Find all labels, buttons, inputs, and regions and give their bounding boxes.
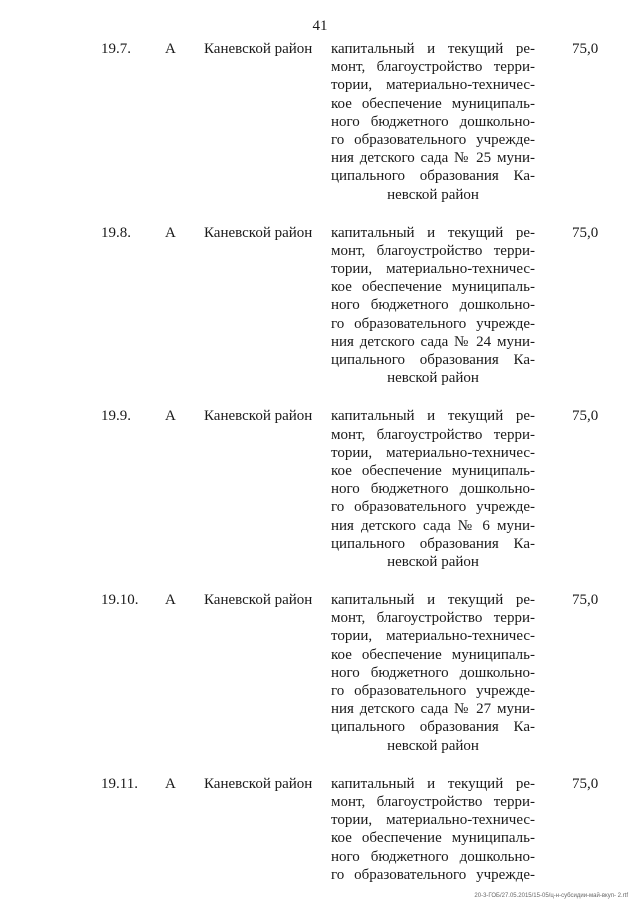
description-line: невской район [387, 553, 479, 570]
description-line: невской район [387, 186, 479, 203]
description-line: тории, материально-техничес- [331, 77, 535, 94]
table-row [0, 591, 640, 755]
row-district: Каневской район [204, 41, 313, 57]
description-line: ного бюджетного дошкольно- [331, 848, 535, 865]
row-amount: 75,0 [572, 224, 599, 241]
description-line: го образовательного учрежде- [331, 866, 535, 883]
row-description [331, 775, 535, 884]
row-number: 19.9. [101, 408, 131, 425]
description-line: ного бюджетного дошкольно- [331, 481, 535, 498]
description-line: го образовательного учрежде- [331, 683, 535, 699]
description-line: ципального образования Ка- [331, 168, 535, 185]
description-line: монт, благоустройство терри- [331, 426, 535, 443]
row-district: Каневской район [204, 408, 313, 425]
allocation-table [0, 40, 640, 904]
row-number: 19.10. [101, 592, 139, 609]
row-category: А [165, 592, 176, 609]
row-number: 19.7. [101, 41, 131, 57]
description-line: ния детского сада № 25 муни- [331, 150, 535, 167]
description-line: невской район [387, 737, 479, 754]
description-line: тории, материально-техничес- [331, 812, 535, 829]
row-district: Каневской район [204, 224, 313, 241]
description-line: кое обеспечение муниципаль- [331, 462, 535, 479]
description-line: кое обеспечение муниципаль- [331, 830, 535, 847]
description-line: го образовательного учрежде- [331, 131, 535, 148]
description-line: ния детского сада № 27 муни- [331, 701, 535, 718]
description-line: ния детского сада № 6 муни- [331, 517, 535, 534]
row-description [331, 407, 535, 571]
row-category: А [165, 224, 176, 241]
row-amount: 75,0 [572, 408, 599, 425]
row-description [331, 224, 535, 388]
row-amount: 75,0 [572, 775, 599, 792]
description-line: кое обеспечение муниципаль- [331, 279, 535, 296]
description-line: капитальный и текущий ре- [331, 775, 535, 792]
description-line: ципального образования Ка- [331, 352, 535, 368]
row-description [331, 591, 535, 755]
description-line: кое обеспечение муниципаль- [331, 646, 535, 663]
description-line: тории, материально-техничес- [331, 628, 535, 645]
row-category: А [165, 408, 176, 425]
description-line: ципального образования Ка- [331, 535, 535, 552]
description-line: кое обеспечение муниципаль- [331, 95, 535, 112]
description-line: монт, благоустройство терри- [331, 610, 535, 627]
row-category: А [165, 41, 176, 57]
description-line: капитальный и текущий ре- [331, 592, 535, 609]
description-line: ного бюджетного дошкольно- [331, 664, 535, 681]
row-amount: 75,0 [572, 592, 599, 609]
row-category: А [165, 775, 176, 792]
file-path-footer: 20-3-ГОБ/27.05.2015/15-05/ц-н-субсидии-май-вкуп- 2.rtf [474, 893, 628, 899]
description-line: капитальный и текущий ре- [331, 41, 535, 57]
table-row [0, 775, 640, 884]
row-number: 19.11. [101, 775, 138, 792]
description-line: капитальный и текущий ре- [331, 224, 535, 241]
page-number: 41 [312, 18, 328, 34]
description-line: монт, благоустройство терри- [331, 242, 535, 259]
description-line: ного бюджетного дошкольно- [331, 113, 535, 130]
description-line: капитальный и текущий ре- [331, 408, 535, 425]
description-line: монт, благоустройство терри- [331, 793, 535, 810]
row-district: Каневской район [204, 775, 313, 792]
description-line: тории, материально-техничес- [331, 261, 535, 278]
table-row [0, 407, 640, 571]
description-line: ного бюджетного дошкольно- [331, 297, 535, 314]
row-description [331, 40, 535, 204]
row-amount: 75,0 [572, 41, 599, 57]
description-line: ципального образования Ка- [331, 719, 535, 736]
description-line: монт, благоустройство терри- [331, 59, 535, 76]
description-line: го образовательного учрежде- [331, 499, 535, 516]
description-line: ния детского сада № 24 муни- [331, 333, 535, 350]
row-district: Каневской район [204, 592, 313, 609]
description-line: го образовательного учрежде- [331, 315, 535, 332]
row-number: 19.8. [101, 224, 131, 241]
table-row [0, 40, 640, 204]
description-line: невской район [387, 370, 479, 387]
description-line: тории, материально-техничес- [331, 444, 535, 461]
table-row [0, 224, 640, 388]
